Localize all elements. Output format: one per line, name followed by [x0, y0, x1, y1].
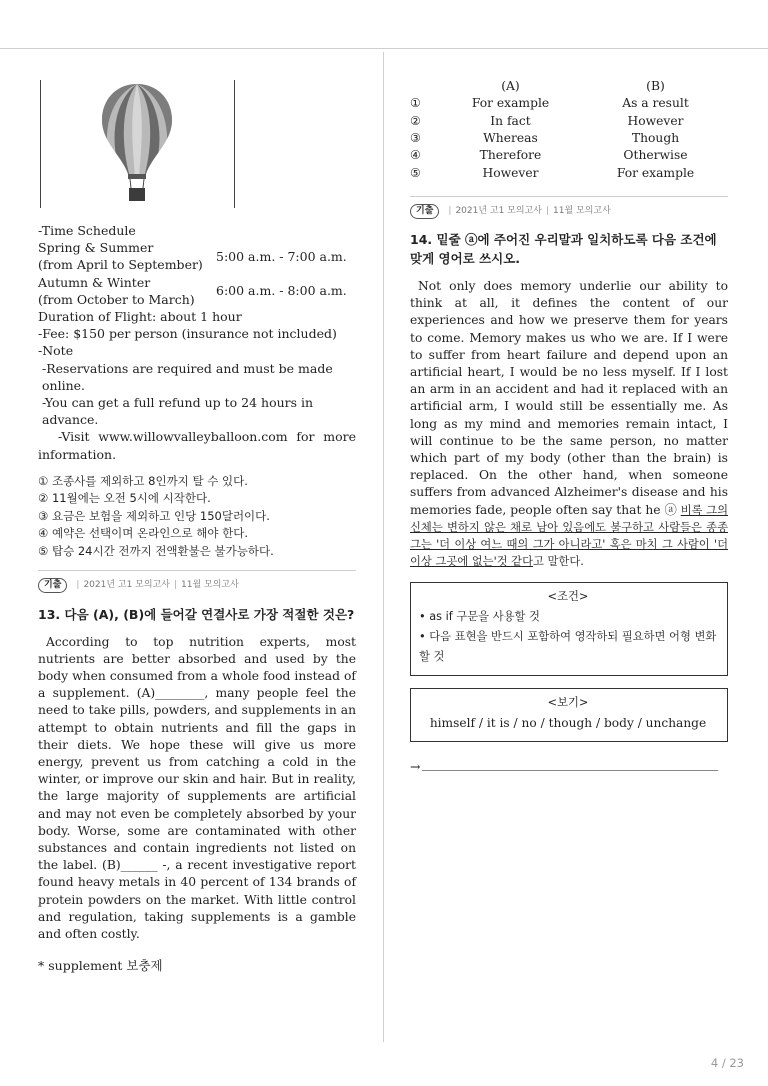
- condition-title: <조건>: [547, 590, 589, 604]
- table-row: [410, 130, 728, 147]
- option-b: However: [627, 113, 684, 128]
- option-a: However: [482, 165, 539, 180]
- q13-passage: According to top nutrition experts, most nutrients are better absorbed and used by the body when consumed from a whole food instead of a supplement. (A)________, many people feel the need to take pills, powders, and supplements in an attempt to obtain nutrients and fill the gaps in their diets. We hope these will give us more energy, prevent us from catching a cold in the winter, or improve our skin and hair. But in reality, the large majority of supplements are artificial and may not even be completely absorbed by your body. Worse, some are contaminated with other substances and contain ingredients not listed on the label. (B)______ -, a recent investigative report found heavy metals in 40 percent of 134 brands of protein powders on the market. With little control and regulation, taking supplements is a gamble and often costly.: [38, 634, 356, 941]
- condition-box: [410, 582, 728, 676]
- table-row: [410, 113, 728, 130]
- option-a: Whereas: [483, 130, 538, 145]
- choice-item: ① 조종사를 제외하고 8인까지 탈 수 있다.: [38, 473, 248, 488]
- section-separator: [38, 570, 356, 571]
- balloon-figure: [38, 78, 356, 210]
- exam-year: 2021년 고1 모의고사: [83, 580, 170, 591]
- exam-month: 11월 모의고사: [181, 580, 239, 591]
- option-a: Therefore: [479, 148, 542, 163]
- choice-item: ④ 예약은 선택이며 온라인으로 해야 한다.: [38, 526, 248, 541]
- note-item: -You can get a full refund up to 24 hours in advance.: [42, 395, 314, 428]
- hot-air-balloon-icon: [100, 82, 174, 206]
- spring-row: [38, 239, 356, 273]
- q13-title: 13. 다음 (A), (B)에 들어갈 연결사로 가장 적절한 것은?: [38, 606, 355, 622]
- bogi-content: himself / it is / no / though / body / unchange: [429, 716, 707, 731]
- passage-text-end: 고 말한다.: [533, 555, 584, 569]
- option-a: In fact: [490, 113, 531, 128]
- autumn-label: Autumn & Winter: [38, 274, 151, 290]
- note-item: -Reservations are required and must be made online.: [42, 360, 333, 393]
- table-row: [410, 164, 728, 181]
- autumn-time: 6:00 a.m. - 8:00 a.m.: [216, 283, 347, 299]
- autumn-row: [38, 274, 356, 308]
- option-b: Otherwise: [623, 148, 688, 163]
- option-number: ②: [410, 113, 421, 128]
- column-header-b: (B): [646, 79, 665, 94]
- column-divider: [383, 52, 384, 1042]
- footnote: * supplement 보충제: [38, 958, 163, 974]
- bogi-box: [410, 688, 728, 742]
- option-number: ③: [410, 130, 421, 145]
- underlined-phrase: 비록 그의 신체는 변하지 않은 채로 남아 있음에도 불구하고 사람들은 종종 그는 '더 이상 여느 때의 그가 아니라고' 혹은 마치 그 사람이 '더 이상 그곳에 없는'것 같다: [410, 503, 728, 569]
- q14-passage: [410, 278, 728, 570]
- visit-text: -Visit www.willowvalleyballoon.com for more information.: [38, 429, 356, 462]
- figure-left-border: [40, 80, 41, 208]
- autumn-months: (from October to March): [38, 291, 195, 307]
- option-a: For example: [471, 96, 550, 111]
- answer-line: [410, 758, 728, 775]
- option-b: As a result: [622, 96, 689, 111]
- spring-label: Spring & Summer: [38, 240, 154, 256]
- answer-blank[interactable]: [422, 770, 718, 771]
- arrow-icon: →: [410, 759, 421, 775]
- flight-duration: Duration of Flight: about 1 hour: [38, 309, 242, 325]
- option-number: ⑤: [410, 165, 421, 180]
- choice-item: ⑤ 탑승 24시간 전까지 전액환불은 불가능하다.: [38, 543, 274, 558]
- option-number: ④: [410, 148, 421, 163]
- passage-text: Not only does memory underlie our ability to think at all, it defines the content of our experiences and how we preserve them for years to come. Memory makes us who we are. If I were to suffer from heart failure and depend upon an artificial heart, I would be no less myself. If I lost an arm in an accident and had it replaced with an artificial arm, I would still be essentially me. As long as my mind and memories remain intact, I will continue to be the same person, no matter which part of my body (other than the brain) is replaced. On the other hand, when someone suffers from advanced Alzheimer's disease and his memories fade, people often say that he ⓐ: [410, 278, 728, 517]
- note-title: -Note: [38, 343, 74, 359]
- bogi-title: <보기>: [547, 696, 589, 710]
- balloon-info: [38, 222, 356, 463]
- column-header-a: (A): [501, 79, 520, 94]
- option-number: ①: [410, 96, 421, 111]
- choice-item: ③ 요금은 보험을 제외하고 인당 150달러이다.: [38, 508, 270, 523]
- q14-source: 기출 | 2021년 고1 모의고사 | 11월 모의고사: [410, 203, 728, 220]
- left-column: [38, 78, 356, 974]
- section-separator: [410, 196, 728, 197]
- condition-item: • as if 구문을 사용할 것: [419, 610, 540, 624]
- exam-month: 11월 모의고사: [553, 205, 611, 216]
- table-row: [410, 147, 728, 164]
- spring-time: 5:00 a.m. - 7:00 a.m.: [216, 248, 347, 264]
- condition-item: • 다음 표현을 반드시 포함하여 영작하되 필요하면 어형 변화할 것: [419, 630, 717, 664]
- answer-options-table: [410, 78, 728, 182]
- exam-year: 2021년 고1 모의고사: [455, 205, 542, 216]
- q14-title: 14. 밑줄 ⓐ에 주어진 우리말과 일치하도록 다음 조건에 맞게 영어로 쓰시오.: [410, 231, 717, 266]
- option-b: For example: [616, 165, 695, 180]
- spring-months: (from April to September): [38, 257, 203, 273]
- table-row: [410, 95, 728, 112]
- q12-choices: [38, 473, 356, 561]
- source-tag: 기출: [38, 578, 67, 593]
- schedule-title: -Time Schedule: [38, 223, 136, 238]
- option-b: Though: [631, 130, 680, 145]
- page-number: 4 / 23: [710, 1056, 744, 1070]
- header-rule: [0, 48, 768, 49]
- q13-source: 기출 | 2021년 고1 모의고사 | 11월 모의고사: [38, 577, 356, 594]
- right-column: [410, 78, 728, 776]
- fee: -Fee: $150 per person (insurance not included): [38, 326, 337, 342]
- choice-item: ② 11월에는 오전 5시에 시작한다.: [38, 491, 211, 506]
- source-tag: 기출: [410, 204, 439, 219]
- figure-right-border: [234, 80, 235, 208]
